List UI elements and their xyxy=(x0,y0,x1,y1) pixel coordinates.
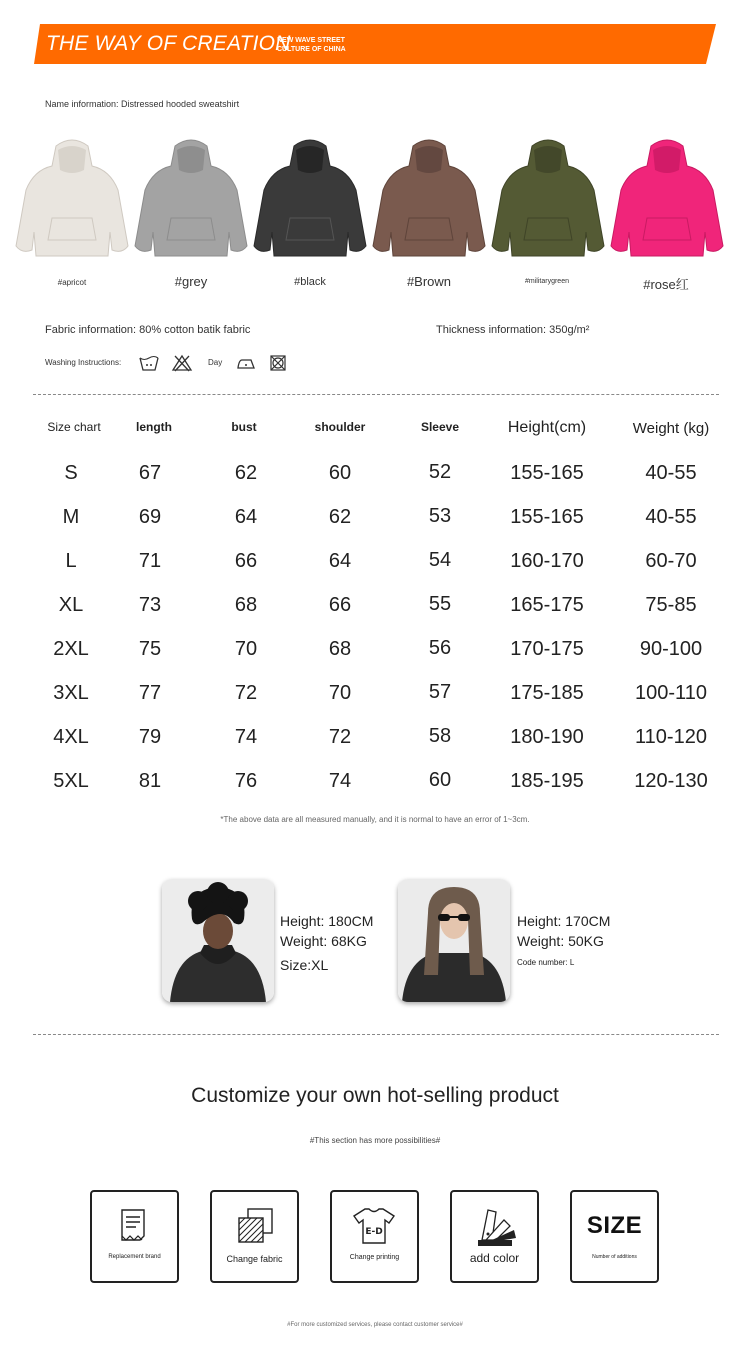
size-row-6-length: 77 xyxy=(138,682,162,704)
female-model-info xyxy=(517,911,610,973)
card-add-color[interactable] xyxy=(450,1190,539,1283)
hoodie-grey-image xyxy=(133,136,249,264)
size-row-3-size: L xyxy=(65,550,77,572)
card-change-printing[interactable] xyxy=(330,1190,419,1283)
name-information: Name information: Distressed hooded sweatshirt xyxy=(45,99,240,109)
size-row-1-weight: 40-55 xyxy=(645,462,697,484)
size-row-1-bust: 62 xyxy=(234,462,258,484)
male-model-info xyxy=(280,911,373,975)
size-row-2-shoulder: 62 xyxy=(328,506,352,528)
hoodie-militarygreen-image xyxy=(490,136,606,264)
fabric-information: Fabric information: 80% cotton batik fabric xyxy=(45,324,251,336)
size-row-4-bust: 68 xyxy=(234,594,258,616)
thickness-information: Thickness information: 350g/m² xyxy=(436,324,590,336)
female-code: Code number: L xyxy=(517,958,575,967)
weight-header: Weight (kg) xyxy=(632,420,710,437)
male-model-image xyxy=(162,879,274,1002)
sleeve-header: Sleeve xyxy=(420,420,460,434)
footer-note: #For more customized services, please contact customer service# xyxy=(287,1322,463,1328)
color-label-militarygreen: #militarygreen xyxy=(525,278,569,285)
size-text-icon: SIZE xyxy=(586,1212,643,1239)
size-row-2-weight: 40-55 xyxy=(645,506,697,528)
size-row-6-shoulder: 70 xyxy=(328,682,352,704)
size-row-6-weight: 100-110 xyxy=(635,682,707,704)
size-row-1-height: 155-165 xyxy=(510,462,584,484)
size-row-4-length: 73 xyxy=(138,594,162,616)
bust-header: bust xyxy=(231,420,257,434)
banner-subtitle-line2: CULTURE OF CHINA xyxy=(277,46,346,53)
size-row-7-size: 4XL xyxy=(53,726,89,748)
washing-label: Washing Instructions: xyxy=(45,358,122,367)
size-row-8-sleeve: 60 xyxy=(428,769,452,791)
size-row-2-length: 69 xyxy=(138,506,162,528)
size-row-7-shoulder: 72 xyxy=(328,726,352,748)
size-chart-header: Size chart xyxy=(47,420,101,434)
banner-title: THE WAY OF CREATION xyxy=(46,32,291,55)
divider-top xyxy=(33,394,719,395)
size-row-7-sleeve: 58 xyxy=(428,725,452,747)
color-label-grey: #grey xyxy=(174,274,208,289)
size-row-2-bust: 64 xyxy=(234,506,258,528)
size-row-3-length: 71 xyxy=(138,550,162,572)
size-row-1-sleeve: 52 xyxy=(428,461,452,483)
size-row-2-height: 155-165 xyxy=(510,506,584,528)
card-number-of-additions[interactable] xyxy=(570,1190,659,1283)
size-row-4-weight: 75-85 xyxy=(645,594,697,616)
tshirt-print-icon xyxy=(332,1206,417,1246)
color-swatch-icon xyxy=(452,1206,537,1246)
day-label: Day xyxy=(208,358,223,367)
card-change-fabric[interactable] xyxy=(210,1190,299,1283)
wash-30-icon xyxy=(138,354,160,372)
fabric-icon xyxy=(212,1206,297,1246)
size-row-4-height: 165-175 xyxy=(510,594,584,616)
no-dry-clean-icon xyxy=(268,354,288,372)
divider-bottom xyxy=(33,1034,719,1035)
male-size: Size:XL xyxy=(280,957,329,973)
shoulder-header: shoulder xyxy=(314,420,366,434)
hoodie-apricot-image xyxy=(14,136,130,264)
iron-low-icon xyxy=(235,354,257,372)
size-row-3-shoulder: 64 xyxy=(328,550,352,572)
size-row-5-bust: 70 xyxy=(234,638,258,660)
color-label-brown: #Brown xyxy=(406,274,452,289)
hoodie-brown-image xyxy=(371,136,487,264)
size-row-8-shoulder: 74 xyxy=(328,770,352,792)
color-label-black: #black xyxy=(294,276,326,288)
card-label-change-fabric: Change fabric xyxy=(226,1254,283,1264)
size-row-7-height: 180-190 xyxy=(510,726,584,748)
male-height: Height: 180CM xyxy=(280,913,374,929)
size-row-2-size: M xyxy=(62,506,80,528)
male-weight: Weight: 68KG xyxy=(280,933,367,949)
size-row-7-weight: 110-120 xyxy=(635,726,707,748)
size-row-1-size: S xyxy=(64,462,78,484)
size-row-5-shoulder: 68 xyxy=(328,638,352,660)
size-row-4-shoulder: 66 xyxy=(328,594,352,616)
size-row-1-length: 67 xyxy=(138,462,162,484)
customize-subtitle: #This section has more possibilities# xyxy=(309,1136,441,1145)
size-row-5-size: 2XL xyxy=(53,638,89,660)
length-header: length xyxy=(136,420,172,434)
male-model-photo xyxy=(162,879,274,1002)
size-row-8-height: 185-195 xyxy=(510,770,584,792)
size-row-8-weight: 120-130 xyxy=(634,770,708,792)
size-row-5-sleeve: 56 xyxy=(428,637,452,659)
header-banner xyxy=(34,24,716,64)
size-row-3-weight: 60-70 xyxy=(645,550,697,572)
size-row-2-sleeve: 53 xyxy=(428,505,452,527)
color-label-apricot: #apricot xyxy=(57,278,87,287)
height-header: Height(cm) xyxy=(507,419,587,436)
female-weight: Weight: 50KG xyxy=(517,933,604,949)
card-replacement-brand[interactable] xyxy=(90,1190,179,1283)
female-model-photo xyxy=(398,879,510,1002)
no-bleach-icon xyxy=(171,354,193,372)
size-row-3-height: 160-170 xyxy=(510,550,584,572)
size-row-6-height: 175-185 xyxy=(510,682,584,704)
card-label-replacement-brand: Replacement brand xyxy=(108,1254,161,1260)
size-row-6-bust: 72 xyxy=(234,682,258,704)
measurement-note: *The above data are all measured manually, and it is normal to have an error of 1~3cm. xyxy=(220,815,530,824)
hoodie-color-gallery xyxy=(14,136,726,266)
card-label-number-of-additions: Number of additions xyxy=(592,1254,637,1260)
size-row-1-shoulder: 60 xyxy=(328,462,352,484)
size-row-3-bust: 66 xyxy=(234,550,258,572)
size-row-8-size: 5XL xyxy=(53,770,89,792)
card-label-change-printing: Change printing xyxy=(349,1254,400,1261)
size-row-5-length: 75 xyxy=(138,638,162,660)
hoodie-rose-image xyxy=(609,136,725,264)
female-model-image xyxy=(398,879,510,1002)
banner-subtitle-line1: NEW WAVE STREET xyxy=(277,37,345,44)
size-row-8-bust: 76 xyxy=(234,770,258,792)
size-row-6-size: 3XL xyxy=(53,682,89,704)
size-row-5-weight: 90-100 xyxy=(639,638,703,660)
tag-icon xyxy=(92,1206,177,1246)
size-row-8-length: 81 xyxy=(138,770,162,792)
hoodie-black-image xyxy=(252,136,368,264)
size-row-6-sleeve: 57 xyxy=(428,681,452,703)
size-row-5-height: 170-175 xyxy=(510,638,584,660)
female-height: Height: 170CM xyxy=(517,913,611,929)
size-row-7-length: 79 xyxy=(138,726,162,748)
size-row-7-bust: 74 xyxy=(234,726,258,748)
svg-text:E-D: E-D xyxy=(365,1227,383,1237)
card-label-add-color: add color xyxy=(469,1251,520,1265)
color-label-rose: #rose红 xyxy=(643,277,689,292)
customize-title: Customize your own hot-selling product xyxy=(191,1084,559,1107)
size-row-4-sleeve: 55 xyxy=(428,593,452,615)
banner-subtitle xyxy=(277,36,346,54)
size-row-3-sleeve: 54 xyxy=(428,549,452,571)
size-row-4-size: XL xyxy=(58,594,84,616)
